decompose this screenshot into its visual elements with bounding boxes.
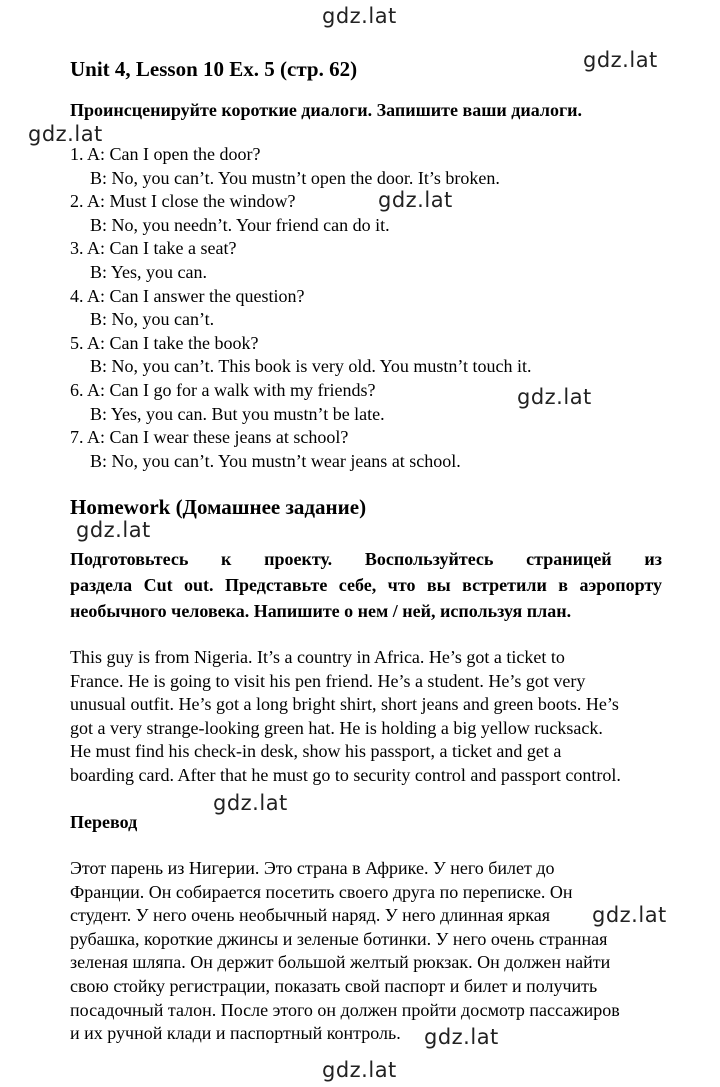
homework-task-line: необычного человека. Напишите о нем / ней, используя план. [70, 601, 572, 621]
dialog-line-a: 4. A: Can I answer the question? [70, 285, 305, 306]
homework-task [70, 546, 662, 624]
text-line: unusual outfit. He’s got a long bright shirt, short jeans and green boots. He’s [70, 694, 619, 715]
dialog-line-b: B: No, you can’t. [90, 309, 215, 330]
text-line: зеленая шляпа. Он держит большой желтый рюкзак. Он должен найти [70, 952, 611, 973]
dialog-line-a: 5. A: Can I take the book? [70, 332, 259, 353]
text-line: Этот парень из Нигерии. Это страна в Африке. У него билет до [70, 858, 555, 878]
text-line: свою стойку регистрации, показать свой паспорт и билет и получить [70, 975, 598, 996]
text-line: студент. У него очень необычный наряд. У него длинная яркая [70, 905, 550, 926]
dialog-line-a: 3. A: Can I take a seat? [70, 238, 237, 259]
homework-task-line: раздела Cut out. Представьте себе, что вы встретили в аэропорту [70, 575, 662, 595]
text-line: This guy is from Nigeria. It’s a country in Africa. He’s got a ticket to [70, 647, 565, 667]
exercise-instruction: Проинсценируйте короткие диалоги. Запишите ваши диалоги. [70, 100, 583, 120]
dialog-line-a: 7. A: Can I wear these jeans at school? [70, 427, 349, 448]
dialog-line-b: B: No, you can’t. You mustn’t open the door. It’s broken. [90, 167, 500, 188]
dialog-line-a: 6. A: Can I go for a walk with my friends? [70, 379, 376, 400]
dialog-line-b: B: No, you can’t. You mustn’t wear jeans at school. [90, 450, 461, 471]
watermark: gdz.lat [322, 4, 397, 28]
text-line: France. He is going to visit his pen friend. He’s a student. He’s got very [70, 670, 586, 691]
watermark: gdz.lat [28, 122, 103, 146]
text-line: got a very strange-looking green hat. He is holding a big yellow rucksack. [70, 717, 603, 738]
dialog-line-a: 2. A: Must I close the window? [70, 191, 296, 212]
homework-title: Homework (Домашнее задание) [70, 495, 367, 519]
watermark: gdz.lat [517, 385, 592, 409]
dialog-list [70, 143, 532, 473]
text-line: рубашка, короткие джинсы и зеленые ботинки. У него очень странная [70, 928, 608, 949]
watermark: gdz.lat [76, 518, 151, 542]
watermark: gdz.lat [583, 48, 658, 72]
watermark: gdz.lat [592, 903, 667, 927]
text-line: boarding card. After that he must go to security control and passport control. [70, 764, 621, 785]
dialog-line-b: B: Yes, you can. But you mustn’t be late. [90, 403, 385, 424]
text-line: Франции. Он собирается посетить своего друга по переписке. Он [70, 881, 573, 902]
homework-task-line: Подготовьтесь к проекту. Воспользуйтесь страницей из [70, 549, 662, 569]
watermark: gdz.lat [378, 188, 453, 212]
dialog-line-a: 1. A: Can I open the door? [70, 144, 261, 164]
page-title: Unit 4, Lesson 10 Ex. 5 (стр. 62) [70, 57, 358, 81]
dialog-line-b: B: No, you needn’t. Your friend can do it. [90, 214, 390, 235]
english-text [70, 646, 621, 788]
text-line: и их ручной клади и паспортный контроль. [70, 1023, 401, 1044]
watermark: gdz.lat [213, 791, 288, 815]
text-line: посадочный талон. После этого он должен пройти досмотр пассажиров [70, 999, 620, 1020]
watermark: gdz.lat [322, 1058, 397, 1082]
dialog-line-b: B: No, you can’t. This book is very old. You mustn’t touch it. [90, 356, 532, 377]
dialog-line-b: B: Yes, you can. [90, 261, 208, 282]
watermark: gdz.lat [424, 1025, 499, 1049]
translation-title: Перевод [70, 812, 138, 832]
russian-text [70, 857, 620, 1046]
text-line: He must find his check-in desk, show his passport, a ticket and get a [70, 741, 562, 762]
